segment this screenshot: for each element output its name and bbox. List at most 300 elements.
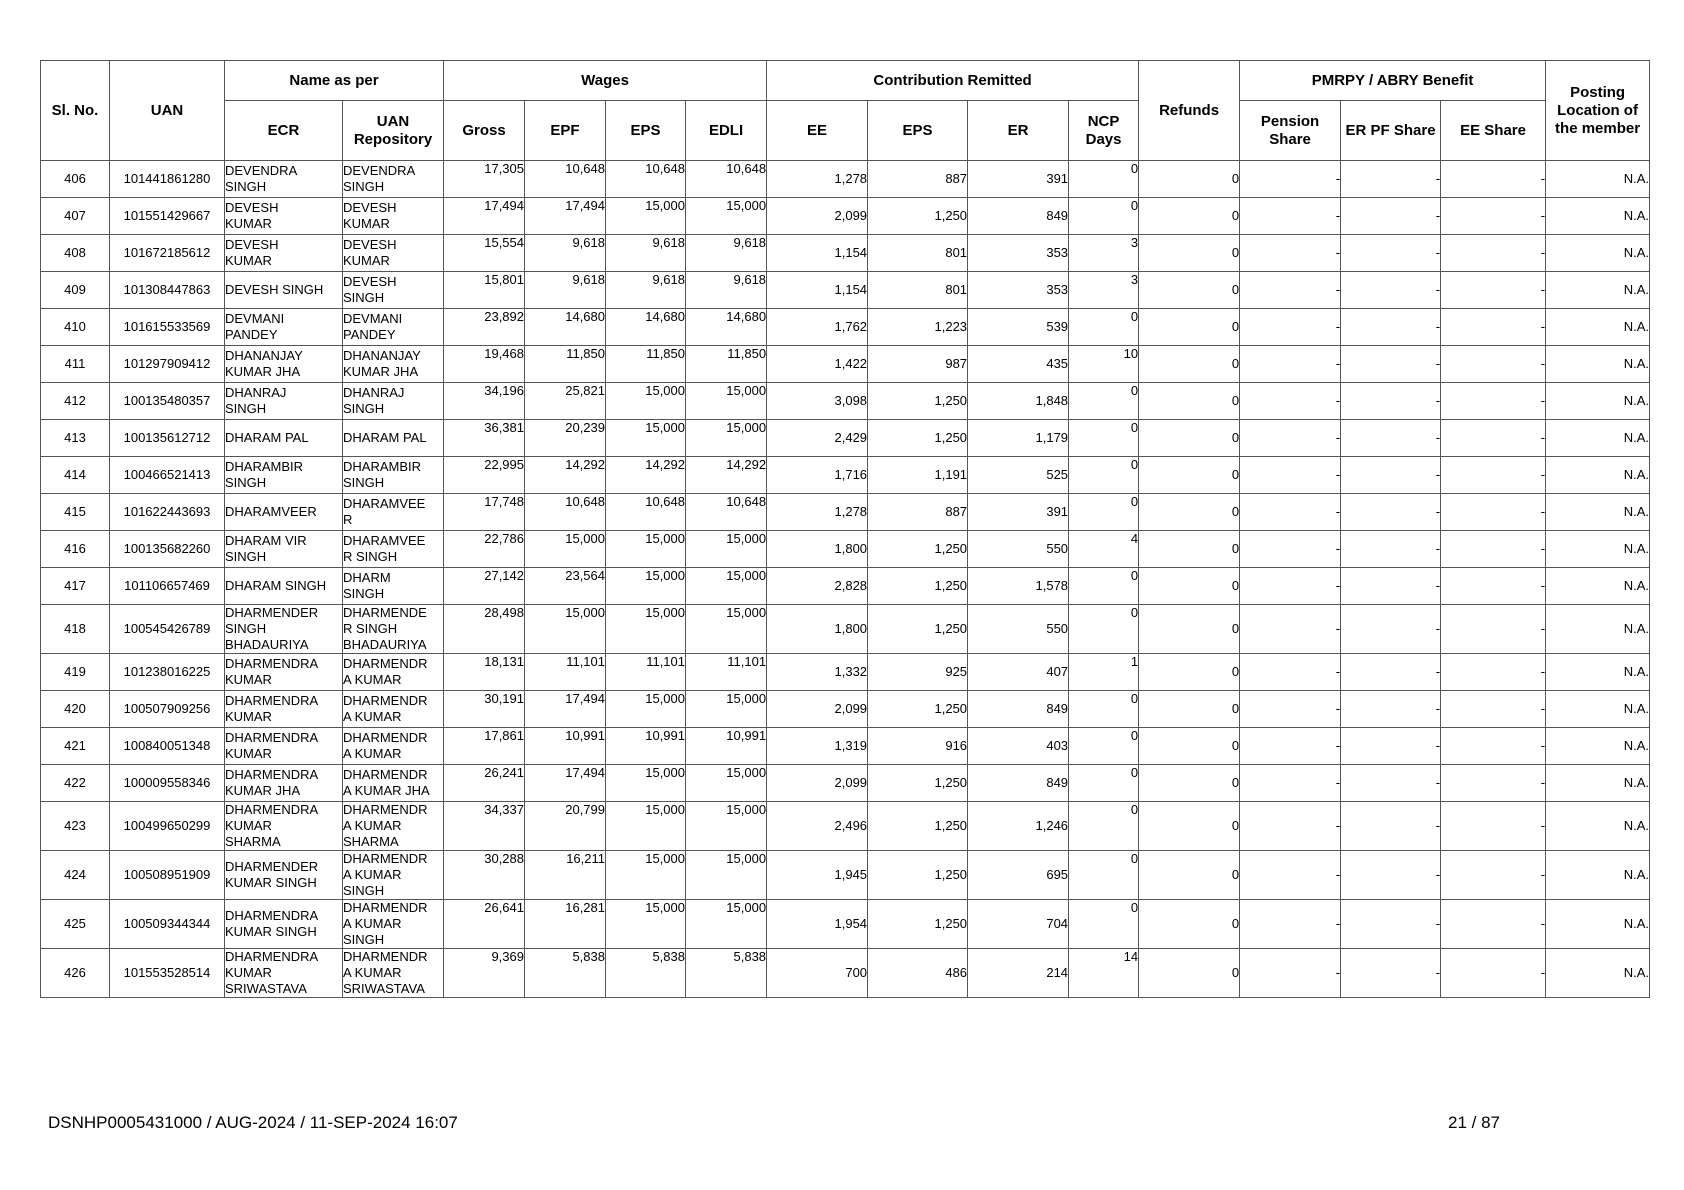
cell-eps-contribution: 1,250	[868, 531, 968, 568]
cell-edli: 15,000	[686, 568, 767, 605]
cell-sl-no: 415	[41, 494, 110, 531]
cell-uan-repository-name-line: DHARMENDR	[343, 767, 428, 782]
cell-epf: 23,564	[525, 568, 606, 605]
cell-uan-repository-name-line: DEVENDRA	[343, 163, 416, 178]
cell-eps-contribution: 1,250	[868, 420, 968, 457]
cell-uan-repository-name-line: DHARMENDR	[343, 900, 428, 915]
cell-ecr-name	[225, 765, 343, 802]
cell-uan: 101238016225	[110, 654, 225, 691]
page-number: 21 / 87	[1448, 1113, 1500, 1132]
cell-posting-location: N.A.	[1546, 691, 1650, 728]
cell-er: 704	[968, 900, 1069, 949]
cell-ee: 2,496	[767, 802, 868, 851]
cell-uan-repository-name-line: BHADAURIYA	[343, 637, 427, 652]
cell-posting-location: N.A.	[1546, 420, 1650, 457]
cell-uan: 101553528514	[110, 949, 225, 998]
cell-er: 849	[968, 765, 1069, 802]
cell-pension-share: -	[1240, 654, 1341, 691]
cell-ncp-days: 0	[1069, 309, 1139, 346]
cell-uan: 100545426789	[110, 605, 225, 654]
cell-refunds: 0	[1139, 654, 1240, 691]
cell-epf: 20,239	[525, 420, 606, 457]
cell-ee: 1,332	[767, 654, 868, 691]
cell-gross: 18,131	[444, 654, 525, 691]
cell-ecr-name-line: KUMAR	[225, 965, 272, 980]
cell-ecr-name-line: SHARMA	[225, 834, 281, 849]
cell-gross: 17,494	[444, 198, 525, 235]
table-row	[41, 309, 1650, 346]
cell-ecr-name-line: SRIWASTAVA	[225, 981, 307, 996]
cell-refunds: 0	[1139, 851, 1240, 900]
cell-ecr-name-line: KUMAR SINGH	[225, 924, 317, 939]
cell-uan: 100009558346	[110, 765, 225, 802]
table-row	[41, 531, 1650, 568]
cell-ee: 1,154	[767, 235, 868, 272]
cell-uan-repository-name-line: A KUMAR	[343, 709, 402, 724]
cell-ecr-name-line: KUMAR	[225, 672, 272, 687]
table-row	[41, 494, 1650, 531]
cell-gross: 34,337	[444, 802, 525, 851]
cell-eps: 15,000	[606, 568, 686, 605]
cell-uan-repository-name	[343, 198, 444, 235]
cell-ecr-name	[225, 272, 343, 309]
header-pmrpy-abry: PMRPY / ABRY Benefit	[1240, 61, 1546, 101]
cell-eps-contribution: 1,250	[868, 568, 968, 605]
table-row	[41, 728, 1650, 765]
cell-uan-repository-name-line: DHARMENDR	[343, 730, 428, 745]
header-ee-share: EE Share	[1441, 101, 1546, 161]
cell-uan-repository-name-line: A KUMAR	[343, 867, 402, 882]
cell-er: 1,179	[968, 420, 1069, 457]
cell-posting-location: N.A.	[1546, 161, 1650, 198]
cell-ecr-name-line: KUMAR JHA	[225, 364, 301, 379]
cell-sl-no: 414	[41, 457, 110, 494]
cell-gross: 15,801	[444, 272, 525, 309]
cell-uan-repository-name	[343, 568, 444, 605]
cell-ee: 1,954	[767, 900, 868, 949]
cell-ncp-days: 0	[1069, 420, 1139, 457]
cell-ncp-days: 0	[1069, 728, 1139, 765]
cell-ee: 1,422	[767, 346, 868, 383]
cell-er-pf-share: -	[1341, 161, 1441, 198]
cell-ee: 1,762	[767, 309, 868, 346]
cell-uan-repository-name	[343, 949, 444, 998]
cell-ncp-days: 4	[1069, 531, 1139, 568]
cell-epf: 17,494	[525, 691, 606, 728]
cell-eps-contribution: 1,250	[868, 605, 968, 654]
cell-posting-location: N.A.	[1546, 383, 1650, 420]
table-row	[41, 198, 1650, 235]
cell-ncp-days: 3	[1069, 272, 1139, 309]
cell-ee-share: -	[1441, 605, 1546, 654]
cell-gross: 17,748	[444, 494, 525, 531]
cell-sl-no: 412	[41, 383, 110, 420]
cell-ecr-name-line: SINGH	[225, 621, 267, 636]
cell-er: 849	[968, 198, 1069, 235]
cell-refunds: 0	[1139, 949, 1240, 998]
cell-ee: 700	[767, 949, 868, 998]
cell-edli: 10,991	[686, 728, 767, 765]
cell-epf: 11,850	[525, 346, 606, 383]
table-row	[41, 235, 1650, 272]
cell-ecr-name-line: DEVMANI	[225, 311, 285, 326]
cell-ee: 2,099	[767, 765, 868, 802]
cell-uan-repository-name-line: DHARMENDR	[343, 656, 428, 671]
cell-sl-no: 423	[41, 802, 110, 851]
table-body	[41, 161, 1650, 998]
cell-ncp-days: 0	[1069, 161, 1139, 198]
cell-uan-repository-name	[343, 420, 444, 457]
cell-uan-repository-name-line: A KUMAR	[343, 672, 402, 687]
cell-eps-contribution: 801	[868, 272, 968, 309]
cell-er: 435	[968, 346, 1069, 383]
table-row	[41, 949, 1650, 998]
cell-ee-share: -	[1441, 309, 1546, 346]
cell-refunds: 0	[1139, 900, 1240, 949]
cell-er: 849	[968, 691, 1069, 728]
cell-ecr-name	[225, 802, 343, 851]
cell-epf: 17,494	[525, 765, 606, 802]
cell-er-pf-share: -	[1341, 605, 1441, 654]
cell-ecr-name	[225, 383, 343, 420]
cell-ee-share: -	[1441, 531, 1546, 568]
header-eps: EPS	[606, 101, 686, 161]
cell-uan-repository-name-line: DHARAMVEE	[343, 496, 426, 511]
cell-er: 391	[968, 161, 1069, 198]
cell-gross: 19,468	[444, 346, 525, 383]
cell-ee-share: -	[1441, 346, 1546, 383]
cell-er: 695	[968, 851, 1069, 900]
cell-ee: 2,429	[767, 420, 868, 457]
cell-er-pf-share: -	[1341, 494, 1441, 531]
cell-epf: 9,618	[525, 235, 606, 272]
cell-uan: 101615533569	[110, 309, 225, 346]
cell-pension-share: -	[1240, 346, 1341, 383]
cell-ee-share: -	[1441, 851, 1546, 900]
cell-refunds: 0	[1139, 691, 1240, 728]
cell-eps: 9,618	[606, 272, 686, 309]
cell-ee-share: -	[1441, 420, 1546, 457]
cell-epf: 10,648	[525, 161, 606, 198]
cell-eps: 5,838	[606, 949, 686, 998]
cell-uan-repository-name	[343, 272, 444, 309]
cell-epf: 15,000	[525, 531, 606, 568]
cell-uan-repository-name-line: SHARMA	[343, 834, 399, 849]
cell-ecr-name-line: DHANRAJ	[225, 385, 287, 400]
cell-eps-contribution: 1,250	[868, 802, 968, 851]
table-row	[41, 346, 1650, 383]
cell-uan: 100508951909	[110, 851, 225, 900]
cell-ncp-days: 0	[1069, 383, 1139, 420]
cell-ecr-name-line: DEVESH	[225, 237, 279, 252]
cell-uan-repository-name	[343, 691, 444, 728]
cell-eps-contribution: 486	[868, 949, 968, 998]
cell-uan-repository-name-line: DEVESH	[343, 274, 397, 289]
cell-ee-share: -	[1441, 272, 1546, 309]
cell-uan: 100507909256	[110, 691, 225, 728]
cell-epf: 16,281	[525, 900, 606, 949]
cell-uan-repository-name	[343, 900, 444, 949]
cell-ecr-name	[225, 691, 343, 728]
cell-er-pf-share: -	[1341, 457, 1441, 494]
cell-ecr-name	[225, 457, 343, 494]
cell-eps-contribution: 1,223	[868, 309, 968, 346]
cell-posting-location: N.A.	[1546, 568, 1650, 605]
contribution-table	[40, 60, 1650, 998]
cell-ee: 1,278	[767, 161, 868, 198]
cell-uan-repository-name	[343, 851, 444, 900]
cell-uan-repository-name-line: SINGH	[343, 290, 385, 305]
cell-ee-share: -	[1441, 457, 1546, 494]
cell-edli: 15,000	[686, 765, 767, 802]
cell-ecr-name	[225, 420, 343, 457]
cell-refunds: 0	[1139, 383, 1240, 420]
header-pension-share: Pension Share	[1240, 101, 1341, 161]
cell-posting-location: N.A.	[1546, 309, 1650, 346]
cell-uan-repository-name-line: KUMAR	[343, 216, 390, 231]
cell-uan-repository-name-line: R SINGH	[343, 621, 398, 636]
cell-posting-location: N.A.	[1546, 235, 1650, 272]
cell-eps-contribution: 1,250	[868, 851, 968, 900]
cell-uan-repository-name	[343, 346, 444, 383]
cell-uan-repository-name-line: DHARMENDR	[343, 802, 428, 817]
cell-ee: 1,319	[767, 728, 868, 765]
cell-edli: 15,000	[686, 531, 767, 568]
cell-uan-repository-name-line: SINGH	[343, 883, 385, 898]
cell-ee-share: -	[1441, 900, 1546, 949]
cell-ee-share: -	[1441, 765, 1546, 802]
cell-edli: 14,680	[686, 309, 767, 346]
cell-ncp-days: 0	[1069, 765, 1139, 802]
cell-ncp-days: 0	[1069, 568, 1139, 605]
cell-ecr-name-line: KUMAR	[225, 216, 272, 231]
cell-ecr-name-line: DHARAM SINGH	[225, 578, 327, 593]
cell-er-pf-share: -	[1341, 691, 1441, 728]
cell-sl-no: 418	[41, 605, 110, 654]
cell-sl-no: 420	[41, 691, 110, 728]
cell-edli: 15,000	[686, 420, 767, 457]
cell-posting-location: N.A.	[1546, 851, 1650, 900]
table-row	[41, 691, 1650, 728]
cell-uan-repository-name	[343, 383, 444, 420]
cell-uan-repository-name-line: DHARMENDR	[343, 851, 428, 866]
cell-er: 353	[968, 235, 1069, 272]
cell-posting-location: N.A.	[1546, 605, 1650, 654]
cell-epf: 5,838	[525, 949, 606, 998]
cell-uan: 100509344344	[110, 900, 225, 949]
cell-ee: 1,945	[767, 851, 868, 900]
cell-uan-repository-name	[343, 309, 444, 346]
cell-epf: 11,101	[525, 654, 606, 691]
cell-uan-repository-name	[343, 531, 444, 568]
cell-ecr-name-line: DHARMENDRA	[225, 908, 319, 923]
cell-posting-location: N.A.	[1546, 654, 1650, 691]
cell-eps-contribution: 1,191	[868, 457, 968, 494]
cell-eps: 15,000	[606, 420, 686, 457]
cell-epf: 10,648	[525, 494, 606, 531]
cell-sl-no: 421	[41, 728, 110, 765]
cell-ecr-name-line: KUMAR SINGH	[225, 875, 317, 890]
cell-pension-share: -	[1240, 691, 1341, 728]
cell-ee: 1,800	[767, 605, 868, 654]
cell-uan-repository-name-line: DHARMENDR	[343, 693, 428, 708]
cell-sl-no: 416	[41, 531, 110, 568]
cell-er: 391	[968, 494, 1069, 531]
cell-ecr-name-line: DHARAMBIR	[225, 459, 304, 474]
cell-ecr-name-line: DHARMENDRA	[225, 802, 319, 817]
header-er: ER	[968, 101, 1069, 161]
cell-pension-share: -	[1240, 494, 1341, 531]
cell-ecr-name-line: DHANANJAY	[225, 348, 303, 363]
cell-refunds: 0	[1139, 198, 1240, 235]
cell-ecr-name-line: SINGH	[225, 179, 267, 194]
cell-posting-location: N.A.	[1546, 457, 1650, 494]
cell-ee-share: -	[1441, 691, 1546, 728]
cell-eps: 11,850	[606, 346, 686, 383]
cell-uan-repository-name-line: R SINGH	[343, 549, 398, 564]
table-row	[41, 765, 1650, 802]
cell-sl-no: 410	[41, 309, 110, 346]
cell-er-pf-share: -	[1341, 420, 1441, 457]
cell-ecr-name-line: DHARAM PAL	[225, 430, 309, 445]
cell-er: 550	[968, 531, 1069, 568]
cell-gross: 27,142	[444, 568, 525, 605]
cell-gross: 15,554	[444, 235, 525, 272]
cell-ecr-name-line: DHARAM VIR	[225, 533, 307, 548]
cell-pension-share: -	[1240, 531, 1341, 568]
cell-ecr-name	[225, 346, 343, 383]
cell-er: 1,848	[968, 383, 1069, 420]
header-uan: UAN	[110, 61, 225, 161]
cell-uan-repository-name	[343, 654, 444, 691]
header-er-pf-share: ER PF Share	[1341, 101, 1441, 161]
table-row	[41, 568, 1650, 605]
header-name-as-per: Name as per	[225, 61, 444, 101]
table-row	[41, 900, 1650, 949]
cell-uan-repository-name-line: KUMAR JHA	[343, 364, 419, 379]
cell-ecr-name	[225, 198, 343, 235]
cell-ecr-name-line: DHARMENDRA	[225, 949, 319, 964]
cell-ee: 2,099	[767, 198, 868, 235]
cell-pension-share: -	[1240, 568, 1341, 605]
cell-ecr-name-line: KUMAR	[225, 818, 272, 833]
cell-er: 539	[968, 309, 1069, 346]
cell-gross: 23,892	[444, 309, 525, 346]
cell-eps-contribution: 1,250	[868, 198, 968, 235]
cell-uan-repository-name	[343, 494, 444, 531]
cell-er-pf-share: -	[1341, 900, 1441, 949]
cell-epf: 10,991	[525, 728, 606, 765]
cell-uan-repository-name-line: DHARM	[343, 570, 391, 585]
cell-er: 353	[968, 272, 1069, 309]
cell-ecr-name	[225, 949, 343, 998]
cell-pension-share: -	[1240, 383, 1341, 420]
cell-pension-share: -	[1240, 949, 1341, 998]
cell-sl-no: 417	[41, 568, 110, 605]
cell-uan-repository-name-line: DHANRAJ	[343, 385, 405, 400]
cell-uan: 100840051348	[110, 728, 225, 765]
cell-er: 403	[968, 728, 1069, 765]
table-row	[41, 851, 1650, 900]
cell-eps: 9,618	[606, 235, 686, 272]
cell-ecr-name	[225, 900, 343, 949]
cell-ee-share: -	[1441, 728, 1546, 765]
cell-er: 1,578	[968, 568, 1069, 605]
cell-sl-no: 424	[41, 851, 110, 900]
cell-ee: 1,278	[767, 494, 868, 531]
cell-gross: 34,196	[444, 383, 525, 420]
cell-er-pf-share: -	[1341, 346, 1441, 383]
cell-pension-share: -	[1240, 802, 1341, 851]
cell-eps: 15,000	[606, 691, 686, 728]
cell-ee: 1,154	[767, 272, 868, 309]
cell-ee-share: -	[1441, 949, 1546, 998]
cell-uan-repository-name	[343, 457, 444, 494]
cell-eps: 14,680	[606, 309, 686, 346]
cell-ecr-name-line: KUMAR	[225, 253, 272, 268]
cell-ncp-days: 0	[1069, 802, 1139, 851]
cell-pension-share: -	[1240, 605, 1341, 654]
cell-ecr-name	[225, 494, 343, 531]
cell-gross: 36,381	[444, 420, 525, 457]
cell-posting-location: N.A.	[1546, 949, 1650, 998]
cell-uan: 100466521413	[110, 457, 225, 494]
cell-ecr-name-line: BHADAURIYA	[225, 637, 309, 652]
header-wages: Wages	[444, 61, 767, 101]
cell-ncp-days: 0	[1069, 900, 1139, 949]
cell-eps: 15,000	[606, 198, 686, 235]
cell-er-pf-share: -	[1341, 802, 1441, 851]
cell-pension-share: -	[1240, 765, 1341, 802]
cell-uan: 100135480357	[110, 383, 225, 420]
cell-eps: 10,648	[606, 161, 686, 198]
cell-epf: 14,292	[525, 457, 606, 494]
cell-sl-no: 422	[41, 765, 110, 802]
document-reference: DSNHP0005431000 / AUG-2024 / 11-SEP-2024 16:07	[48, 1113, 458, 1132]
cell-uan-repository-name-line: SINGH	[343, 932, 385, 947]
cell-posting-location: N.A.	[1546, 346, 1650, 383]
cell-eps-contribution: 1,250	[868, 691, 968, 728]
cell-er-pf-share: -	[1341, 851, 1441, 900]
cell-ncp-days: 10	[1069, 346, 1139, 383]
cell-er: 214	[968, 949, 1069, 998]
cell-uan: 101308447863	[110, 272, 225, 309]
cell-uan-repository-name-line: KUMAR	[343, 253, 390, 268]
cell-uan: 101106657469	[110, 568, 225, 605]
cell-refunds: 0	[1139, 161, 1240, 198]
cell-uan-repository-name-line: DHARAM PAL	[343, 430, 427, 445]
cell-uan-repository-name	[343, 161, 444, 198]
cell-ecr-name-line: DHARMENDRA	[225, 656, 319, 671]
cell-edli: 5,838	[686, 949, 767, 998]
cell-er: 407	[968, 654, 1069, 691]
cell-ncp-days: 0	[1069, 457, 1139, 494]
cell-ee-share: -	[1441, 802, 1546, 851]
cell-refunds: 0	[1139, 728, 1240, 765]
cell-eps: 15,000	[606, 851, 686, 900]
cell-ecr-name-line: DEVESH SINGH	[225, 282, 324, 297]
cell-refunds: 0	[1139, 235, 1240, 272]
cell-uan-repository-name-line: DEVMANI	[343, 311, 403, 326]
cell-refunds: 0	[1139, 420, 1240, 457]
cell-posting-location: N.A.	[1546, 494, 1650, 531]
cell-uan-repository-name	[343, 235, 444, 272]
cell-ecr-name	[225, 235, 343, 272]
cell-uan-repository-name	[343, 728, 444, 765]
cell-uan: 100135682260	[110, 531, 225, 568]
cell-ee-share: -	[1441, 235, 1546, 272]
cell-posting-location: N.A.	[1546, 198, 1650, 235]
